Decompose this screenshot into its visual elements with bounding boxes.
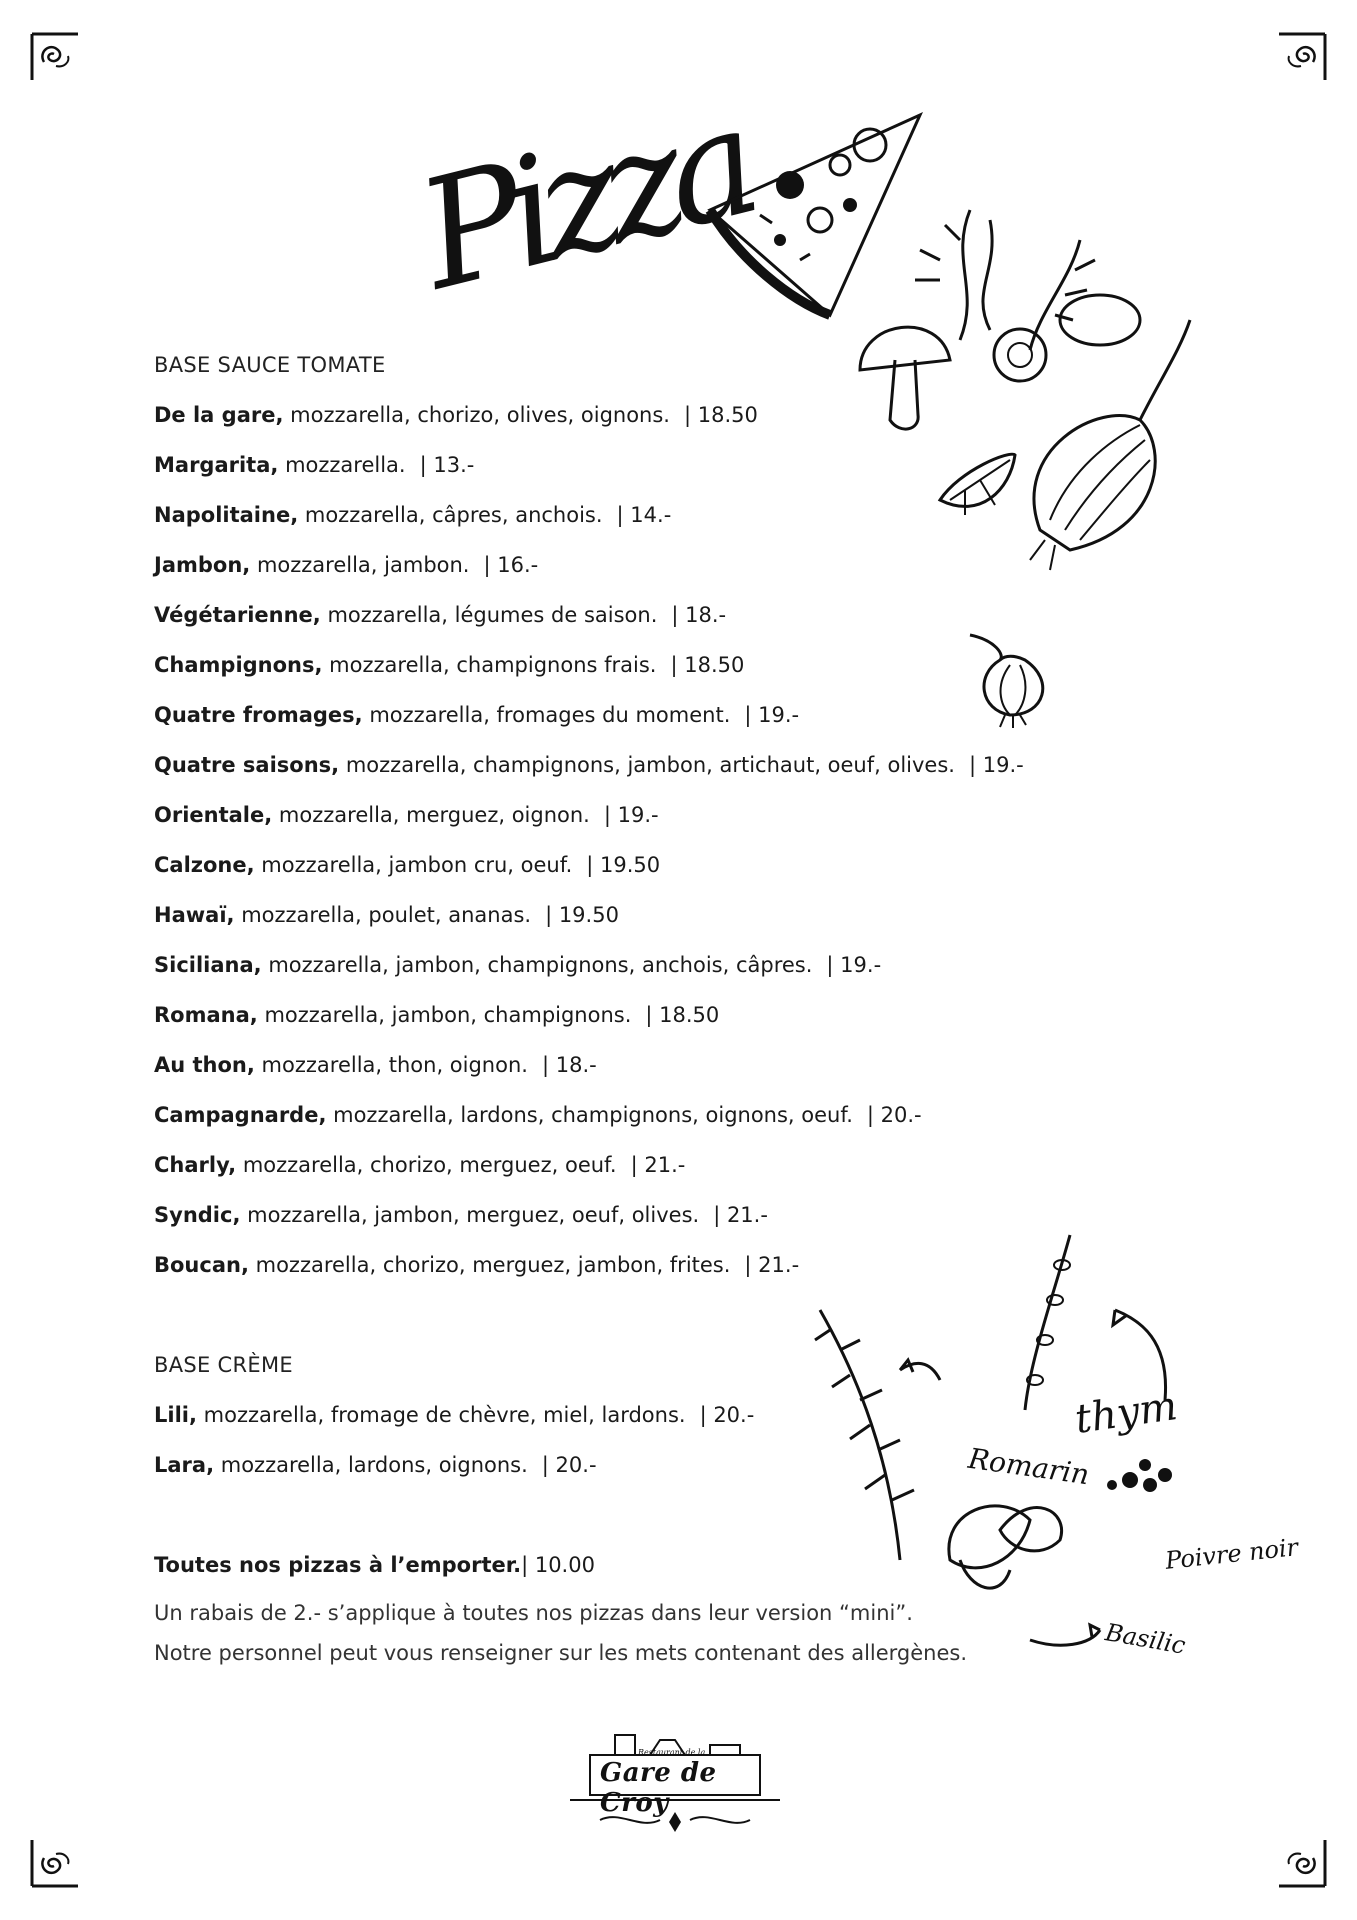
mini-note: Un rabais de 2.- s’applique à toutes nos pizzas dans leur version “mini”. [154, 1601, 913, 1625]
menu-item [154, 900, 1104, 950]
page-title-text: Pizza [403, 76, 763, 324]
herb-label-poivre: Poivre noir [1163, 1533, 1300, 1575]
menu-item-price: | 20.- [699, 1403, 755, 1427]
menu-item-desc: mozzarella, câpres, anchois. [304, 503, 603, 527]
menu-item-price: | 13.- [419, 453, 475, 477]
menu-item-desc: mozzarella, jambon. [256, 553, 470, 577]
menu-item-price: | 21.- [630, 1153, 686, 1177]
menu-item-price: | 18.- [541, 1053, 597, 1077]
menu-item-desc: mozzarella, fromage de chèvre, miel, lardons. [203, 1403, 686, 1427]
takeaway-price: | 10.00 [521, 1553, 595, 1577]
menu-item-price: | 19.50 [545, 903, 619, 927]
herb-label-romarin: Romarin [966, 1441, 1092, 1492]
takeaway-label: Toutes nos pizzas à l’emporter. [154, 1553, 522, 1577]
herbs-illustration [800, 1230, 1300, 1660]
menu-item-name: Calzone, [154, 853, 255, 877]
menu-item-price: | 19.- [603, 803, 659, 827]
menu-item-price: | 19.- [968, 753, 1024, 777]
logo-small-text: Restaurant de la [638, 1748, 706, 1757]
menu-item-desc: mozzarella, lardons, oignons. [220, 1453, 528, 1477]
section-title: BASE SAUCE TOMATE [154, 353, 386, 377]
menu-item-name: Siciliana, [154, 953, 262, 977]
menu-item-price: | 19.- [744, 703, 800, 727]
menu-item-desc: mozzarella, champignons frais. [329, 653, 657, 677]
menu-item-price: | 18.- [671, 603, 727, 627]
menu-item-name: Végétarienne, [154, 603, 321, 627]
corner-ornament-top-right [1277, 32, 1327, 82]
menu-item-name: Campagnarde, [154, 1103, 327, 1127]
menu-item-name: Champignons, [154, 653, 323, 677]
menu-item-desc: mozzarella, poulet, ananas. [241, 903, 532, 927]
menu-item [154, 400, 1104, 450]
menu-item [154, 850, 1104, 900]
menu-item-price: | 18.50 [670, 653, 745, 677]
corner-ornament-top-left [30, 32, 80, 82]
menu-item-desc: mozzarella, jambon, champignons. [264, 1003, 632, 1027]
menu-item-name: Hawaï, [154, 903, 235, 927]
menu-item-desc: mozzarella, lardons, champignons, oignons, oeuf. [333, 1103, 853, 1127]
menu-item-price: | 21.- [744, 1253, 800, 1277]
menu-item-price: | 18.50 [645, 1003, 720, 1027]
menu-item-desc: mozzarella, merguez, oignon. [278, 803, 590, 827]
herb-label-basilic: Basilic [1103, 1618, 1188, 1660]
menu-item-price: | 21.- [713, 1203, 768, 1227]
menu-item-name: Quatre fromages, [154, 703, 363, 727]
menu-item [154, 1000, 1104, 1050]
menu-item-name: Lara, [154, 1453, 215, 1477]
menu-item-price: | 19.- [826, 953, 882, 977]
menu-item [154, 450, 1104, 500]
corner-ornament-bottom-left [30, 1838, 80, 1888]
menu-item-price: | 18.50 [684, 403, 758, 427]
menu-item-price: | 19.50 [586, 853, 661, 877]
herb-label-thym: thym [1072, 1383, 1181, 1443]
menu-item [154, 1050, 1104, 1100]
menu-item [154, 1100, 1104, 1150]
menu-item-desc: mozzarella, thon, oignon. [261, 1053, 528, 1077]
menu-item-name: Boucan, [154, 1253, 249, 1277]
menu-item-desc: mozzarella, jambon, champignons, anchois, câpres. [268, 953, 813, 977]
menu-item-name: Au thon, [154, 1053, 255, 1077]
menu-item-price: | 20.- [866, 1103, 922, 1127]
menu-item-price: | 20.- [541, 1453, 597, 1477]
menu-item-desc: mozzarella, champignons, jambon, artichaut, oeuf, olives. [345, 753, 955, 777]
menu-item-desc: mozzarella, chorizo, olives, oignons. [290, 403, 670, 427]
menu-item [154, 800, 1104, 850]
logo-main-text: Gare de Croy [600, 1758, 717, 1818]
menu-item-desc: mozzarella, jambon cru, oeuf. [261, 853, 573, 877]
menu-item-name: Margarita, [154, 453, 279, 477]
menu-item-name: Jambon, [154, 553, 251, 577]
menu-item [154, 550, 1104, 600]
menu-item-name: Quatre saisons, [154, 753, 340, 777]
menu-item-name: Lili, [154, 1403, 197, 1427]
menu-item-desc: mozzarella. [285, 453, 406, 477]
menu-item [154, 500, 1104, 550]
menu-item-price: | 16.- [483, 553, 539, 577]
corner-ornament-bottom-right [1277, 1838, 1327, 1888]
menu-item-desc: mozzarella, chorizo, merguez, oeuf. [242, 1153, 617, 1177]
menu-item [154, 600, 1104, 650]
menu-item-name: Romana, [154, 1003, 258, 1027]
menu-item [154, 700, 1104, 750]
menu-item-desc: mozzarella, jambon, merguez, oeuf, olives. [247, 1203, 700, 1227]
menu-item [154, 650, 1104, 700]
menu-item-name: Napolitaine, [154, 503, 299, 527]
menu-item [154, 750, 1104, 800]
allergen-note: Notre personnel peut vous renseigner sur les mets contenant des allergènes. [154, 1641, 968, 1665]
menu-item-name: De la gare, [154, 403, 284, 427]
menu-item-desc: mozzarella, fromages du moment. [369, 703, 731, 727]
menu-item-name: Orientale, [154, 803, 273, 827]
menu-item-name: Syndic, [154, 1203, 241, 1227]
menu-item-desc: mozzarella, chorizo, merguez, jambon, frites. [255, 1253, 731, 1277]
menu-item [154, 950, 1104, 1000]
menu-item-price: | 14.- [616, 503, 672, 527]
restaurant-logo [560, 1720, 790, 1840]
menu-item-desc: mozzarella, légumes de saison. [327, 603, 658, 627]
menu-item [154, 1150, 1104, 1200]
page-title [403, 76, 763, 345]
menu-item-name: Charly, [154, 1153, 237, 1177]
section-title: BASE CRÈME [154, 1353, 293, 1377]
